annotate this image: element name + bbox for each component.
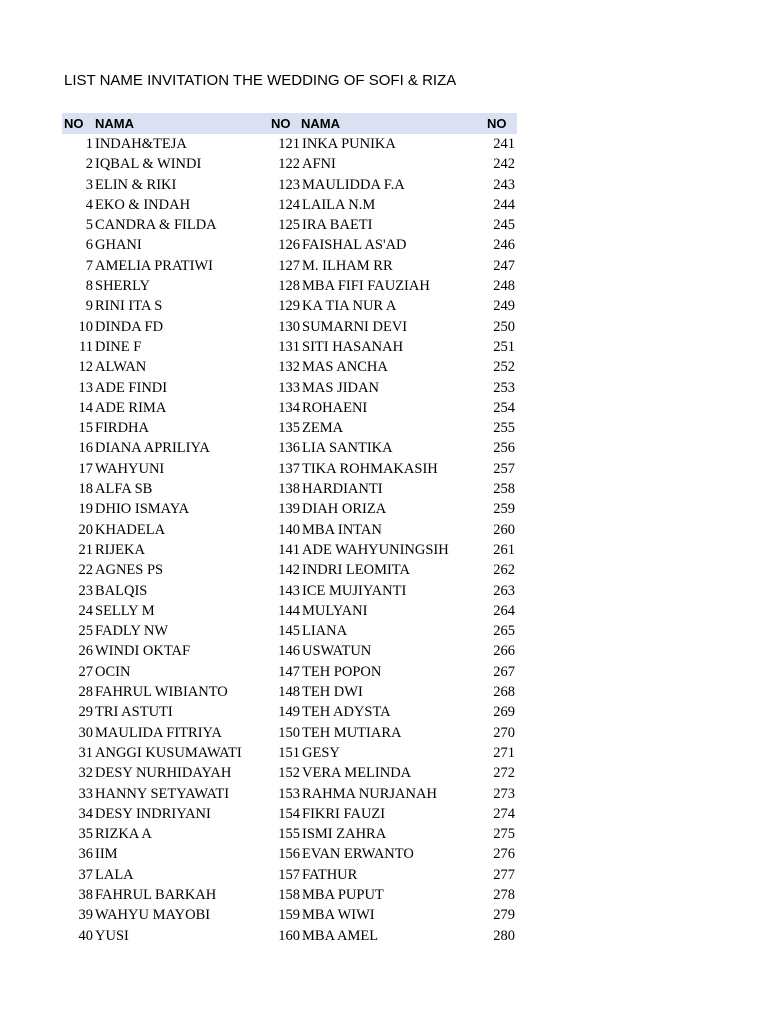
row-number-col1: 12	[78, 359, 93, 376]
table-row	[0, 581, 768, 601]
row-number-col1: 22	[78, 562, 93, 579]
guest-name-col1: BALQIS	[95, 582, 148, 599]
table-row	[0, 601, 768, 621]
table-row	[0, 885, 768, 905]
row-number-col3: 243	[493, 176, 515, 193]
table-row	[0, 215, 768, 235]
row-number-col2: 157	[278, 866, 300, 883]
table-row	[0, 926, 768, 946]
row-number-col3: 266	[493, 643, 515, 660]
table-row	[0, 621, 768, 641]
row-number-col3: 242	[493, 156, 515, 173]
row-number-col2: 150	[278, 724, 300, 741]
guest-name-col2: MAS ANCHA	[302, 359, 388, 376]
row-number-col3: 273	[493, 785, 515, 802]
row-number-col3: 278	[493, 886, 515, 903]
row-number-col3: 256	[493, 440, 515, 457]
guest-name-col2: HARDIANTI	[302, 481, 383, 498]
table-row	[0, 641, 768, 661]
row-number-col2: 141	[278, 541, 300, 558]
guest-name-col1: DESY INDRIYANI	[95, 805, 211, 822]
row-number-col3: 249	[493, 298, 515, 315]
guest-name-col2: MAS JIDAN	[302, 379, 379, 396]
guest-name-col2: FAISHAL AS'AD	[302, 237, 407, 254]
row-number-col1: 38	[78, 886, 93, 903]
guest-name-col1: DHIO ISMAYA	[95, 501, 190, 518]
guest-name-col1: FADLY NW	[95, 623, 169, 640]
row-number-col1: 26	[78, 643, 93, 660]
row-number-col2: 121	[278, 136, 300, 152]
guest-name-col2: DIAH ORIZA	[302, 501, 387, 518]
guest-name-col1: ALFA SB	[95, 481, 153, 498]
header-nama-col1: NAMA	[95, 116, 134, 131]
table-row	[0, 459, 768, 479]
row-number-col2: 155	[278, 826, 300, 843]
guest-name-col2: MAULIDDA F.A	[302, 176, 405, 193]
table-row	[0, 520, 768, 540]
row-number-col3: 245	[493, 217, 515, 234]
row-number-col1: 20	[78, 521, 93, 538]
guest-name-col1: WAHYUNI	[95, 460, 165, 477]
guest-name-col2: SUMARNI DEVI	[302, 318, 408, 335]
guest-name-col1: RIZKA A	[95, 826, 152, 843]
guest-name-col2: RAHMA NURJANAH	[302, 785, 437, 802]
guest-name-col2: MBA PUPUT	[302, 886, 384, 903]
row-number-col3: 274	[493, 805, 515, 822]
row-number-col2: 128	[278, 278, 300, 295]
table-row	[0, 337, 768, 357]
table-row	[0, 905, 768, 925]
guest-name-col2: TEH MUTIARA	[302, 724, 402, 741]
row-number-col3: 260	[493, 521, 515, 538]
row-number-col3: 265	[493, 623, 515, 640]
guest-name-col1: RINI ITA S	[95, 298, 163, 315]
row-number-col1: 6	[85, 237, 93, 254]
table-row	[0, 195, 768, 215]
row-number-col1: 9	[85, 298, 93, 315]
table-row	[0, 702, 768, 722]
row-number-col1: 14	[78, 399, 93, 416]
row-number-col1: 21	[78, 541, 93, 558]
row-number-col3: 251	[493, 338, 515, 355]
table-row	[0, 398, 768, 418]
guest-name-col1: IQBAL & WINDI	[95, 156, 202, 173]
row-number-col3: 253	[493, 379, 515, 396]
table-row	[0, 154, 768, 174]
row-number-col3: 259	[493, 501, 515, 518]
guest-name-col2: ISMI ZAHRA	[302, 826, 387, 843]
table-row	[0, 682, 768, 702]
guest-name-col2: MBA INTAN	[302, 521, 382, 538]
guest-name-col1: AGNES PS	[95, 562, 164, 579]
row-number-col2: 131	[278, 338, 300, 355]
guest-name-col1: HANNY SETYAWATI	[95, 785, 230, 802]
row-number-col2: 138	[278, 481, 300, 498]
row-number-col1: 28	[78, 684, 93, 701]
guest-name-col2: M. ILHAM RR	[302, 257, 393, 274]
row-number-col3: 275	[493, 826, 515, 843]
guest-table-body	[0, 134, 768, 946]
table-row	[0, 865, 768, 885]
guest-name-col1: WINDI OKTAF	[95, 643, 191, 660]
row-number-col2: 145	[278, 623, 300, 640]
row-number-col3: 279	[493, 907, 515, 924]
guest-name-col1: MAULIDA FITRIYA	[95, 724, 222, 741]
guest-name-col1: SHERLY	[95, 278, 150, 295]
row-number-col1: 4	[85, 196, 93, 213]
guest-name-col1: AMELIA PRATIWI	[95, 257, 214, 274]
table-row	[0, 560, 768, 580]
row-number-col3: 268	[493, 684, 515, 701]
table-row	[0, 662, 768, 682]
row-number-col2: 133	[278, 379, 300, 396]
guest-name-col2: USWATUN	[302, 643, 372, 660]
header-no-col2: NO	[271, 116, 291, 131]
table-row	[0, 418, 768, 438]
guest-name-col2: TEH POPON	[302, 663, 382, 680]
guest-name-col2: MBA FIFI FAUZIAH	[302, 278, 430, 295]
table-row	[0, 256, 768, 276]
table-row	[0, 438, 768, 458]
row-number-col2: 126	[278, 237, 300, 254]
row-number-col3: 277	[493, 866, 515, 883]
row-number-col2: 154	[278, 805, 300, 822]
row-number-col1: 17	[78, 460, 93, 477]
row-number-col1: 27	[78, 663, 93, 680]
table-row	[0, 276, 768, 296]
row-number-col1: 13	[78, 379, 93, 396]
guest-name-col2: MBA WIWI	[302, 907, 375, 924]
table-row	[0, 824, 768, 844]
table-row	[0, 763, 768, 783]
row-number-col2: 159	[278, 907, 300, 924]
guest-name-col1: LALA	[95, 866, 134, 883]
guest-name-col2: MBA AMEL	[302, 927, 379, 944]
row-number-col3: 247	[493, 257, 515, 274]
guest-name-col2: TEH DWI	[302, 684, 363, 701]
row-number-col2: 149	[278, 704, 300, 721]
row-number-col3: 241	[493, 136, 515, 152]
row-number-col2: 140	[278, 521, 300, 538]
guest-name-col1: RIJEKA	[95, 541, 145, 558]
row-number-col3: 244	[493, 196, 515, 213]
row-number-col3: 269	[493, 704, 515, 721]
guest-name-col1: INDAH&TEJA	[95, 136, 187, 152]
row-number-col1: 18	[78, 481, 93, 498]
guest-name-col2: TIKA ROHMAKASIH	[302, 460, 438, 477]
row-number-col1: 31	[78, 744, 93, 761]
row-number-col3: 250	[493, 318, 515, 335]
row-number-col1: 2	[85, 156, 93, 173]
guest-name-col2: ROHAENI	[302, 399, 368, 416]
row-number-col2: 132	[278, 359, 300, 376]
table-row	[0, 175, 768, 195]
guest-name-col2: ADE WAHYUNINGSIH	[302, 541, 449, 558]
row-number-col2: 130	[278, 318, 300, 335]
row-number-col1: 24	[78, 602, 93, 619]
table-row	[0, 540, 768, 560]
row-number-col3: 258	[493, 481, 515, 498]
row-number-col3: 267	[493, 663, 515, 680]
header-no-col3: NO	[487, 116, 507, 131]
row-number-col2: 137	[278, 460, 300, 477]
row-number-col1: 11	[79, 338, 93, 355]
row-number-col2: 158	[278, 886, 300, 903]
table-row	[0, 784, 768, 804]
guest-name-col2: VERA MELINDA	[302, 765, 412, 782]
guest-name-col2: MULYANI	[302, 602, 368, 619]
guest-name-col1: IIM	[95, 846, 118, 863]
guest-name-col2: KA TIA NUR A	[302, 298, 397, 315]
row-number-col1: 36	[78, 846, 93, 863]
row-number-col2: 146	[278, 643, 300, 660]
guest-name-col2: LIANA	[302, 623, 348, 640]
guest-name-col1: OCIN	[95, 663, 131, 680]
row-number-col1: 3	[85, 176, 93, 193]
row-number-col3: 280	[493, 927, 515, 944]
row-number-col3: 262	[493, 562, 515, 579]
guest-name-col2: ICE MUJIYANTI	[302, 582, 407, 599]
table-row	[0, 723, 768, 743]
row-number-col3: 271	[493, 744, 515, 761]
row-number-col3: 252	[493, 359, 515, 376]
row-number-col2: 153	[278, 785, 300, 802]
header-no-col1: NO	[64, 116, 84, 131]
row-number-col2: 142	[278, 562, 300, 579]
row-number-col2: 139	[278, 501, 300, 518]
guest-name-col2: INDRI LEOMITA	[302, 562, 410, 579]
guest-name-col1: EKO & INDAH	[95, 196, 191, 213]
table-row	[0, 296, 768, 316]
row-number-col2: 124	[278, 196, 300, 213]
guest-name-col2: LIA SANTIKA	[302, 440, 393, 457]
guest-name-col2: IRA BAETI	[302, 217, 373, 234]
guest-name-col2: FIKRI FAUZI	[302, 805, 386, 822]
row-number-col1: 1	[85, 136, 93, 152]
row-number-col2: 129	[278, 298, 300, 315]
guest-name-col1: FAHRUL BARKAH	[95, 886, 217, 903]
row-number-col3: 246	[493, 237, 515, 254]
row-number-col1: 23	[78, 582, 93, 599]
row-number-col1: 8	[85, 278, 93, 295]
table-row	[0, 804, 768, 824]
row-number-col1: 15	[78, 420, 93, 437]
guest-name-col2: AFNI	[302, 156, 336, 173]
row-number-col1: 19	[78, 501, 93, 518]
guest-name-col2: INKA PUNIKA	[302, 136, 396, 152]
table-row	[0, 743, 768, 763]
row-number-col2: 136	[278, 440, 300, 457]
row-number-col1: 30	[78, 724, 93, 741]
row-number-col3: 257	[493, 460, 515, 477]
row-number-col1: 39	[78, 907, 93, 924]
table-row	[0, 844, 768, 864]
guest-name-col1: ALWAN	[95, 359, 147, 376]
guest-name-col1: ELIN & RIKI	[95, 176, 177, 193]
row-number-col1: 7	[85, 257, 93, 274]
row-number-col2: 148	[278, 684, 300, 701]
table-row	[0, 134, 768, 154]
row-number-col2: 123	[278, 176, 300, 193]
row-number-col3: 255	[493, 420, 515, 437]
guest-name-col1: ANGGI KUSUMAWATI	[95, 744, 242, 761]
row-number-col2: 144	[278, 602, 300, 619]
guest-name-col2: EVAN ERWANTO	[302, 846, 414, 863]
guest-name-col1: GHANI	[95, 237, 142, 254]
row-number-col1: 37	[78, 866, 93, 883]
row-number-col3: 272	[493, 765, 515, 782]
guest-name-col1: DESY NURHIDAYAH	[95, 765, 232, 782]
row-number-col1: 5	[85, 217, 93, 234]
row-number-col3: 248	[493, 278, 515, 295]
guest-name-col1: CANDRA & FILDA	[95, 217, 217, 234]
guest-name-col1: WAHYU MAYOBI	[95, 907, 211, 924]
row-number-col3: 276	[493, 846, 515, 863]
table-row	[0, 479, 768, 499]
row-number-col2: 147	[278, 663, 300, 680]
guest-name-col1: TRI ASTUTI	[95, 704, 173, 721]
guest-name-col1: ADE FINDI	[95, 379, 168, 396]
row-number-col2: 152	[278, 765, 300, 782]
guest-name-col2: FATHUR	[302, 866, 358, 883]
row-number-col1: 29	[78, 704, 93, 721]
page-title: LIST NAME INVITATION THE WEDDING OF SOFI & RIZA	[64, 72, 457, 89]
guest-name-col1: FIRDHA	[95, 420, 149, 437]
guest-name-col1: DIANA APRILIYA	[95, 440, 210, 457]
row-number-col3: 264	[493, 602, 515, 619]
row-number-col3: 261	[493, 541, 515, 558]
row-number-col2: 125	[278, 217, 300, 234]
guest-name-col1: KHADELA	[95, 521, 166, 538]
row-number-col3: 254	[493, 399, 515, 416]
row-number-col2: 127	[278, 257, 300, 274]
guest-name-col1: YUSI	[95, 927, 129, 944]
guest-name-col1: DINDA FD	[95, 318, 164, 335]
row-number-col1: 25	[78, 623, 93, 640]
row-number-col2: 143	[278, 582, 300, 599]
row-number-col2: 122	[278, 156, 300, 173]
guest-name-col1: SELLY M	[95, 602, 155, 619]
row-number-col2: 151	[278, 744, 300, 761]
row-number-col1: 16	[78, 440, 93, 457]
table-row	[0, 378, 768, 398]
row-number-col1: 34	[78, 805, 93, 822]
row-number-col2: 156	[278, 846, 300, 863]
row-number-col3: 270	[493, 724, 515, 741]
row-number-col1: 32	[78, 765, 93, 782]
guest-name-col1: FAHRUL WIBIANTO	[95, 684, 228, 701]
guest-name-col2: GESY	[302, 744, 340, 761]
table-row	[0, 235, 768, 255]
guest-name-col1: DINE F	[95, 338, 142, 355]
table-row	[0, 317, 768, 337]
table-row	[0, 499, 768, 519]
row-number-col1: 35	[78, 826, 93, 843]
guest-name-col2: TEH ADYSTA	[302, 704, 391, 721]
guest-name-col1: ADE RIMA	[95, 399, 167, 416]
table-row	[0, 357, 768, 377]
guest-name-col2: LAILA N.M	[302, 196, 376, 213]
header-nama-col2: NAMA	[301, 116, 340, 131]
row-number-col1: 33	[78, 785, 93, 802]
guest-name-col2: SITI HASANAH	[302, 338, 404, 355]
row-number-col2: 134	[278, 399, 300, 416]
row-number-col1: 40	[78, 927, 93, 944]
row-number-col3: 263	[493, 582, 515, 599]
row-number-col1: 10	[78, 318, 93, 335]
row-number-col2: 160	[278, 927, 300, 944]
row-number-col2: 135	[278, 420, 300, 437]
guest-name-col2: ZEMA	[302, 420, 344, 437]
table-header	[62, 113, 517, 134]
